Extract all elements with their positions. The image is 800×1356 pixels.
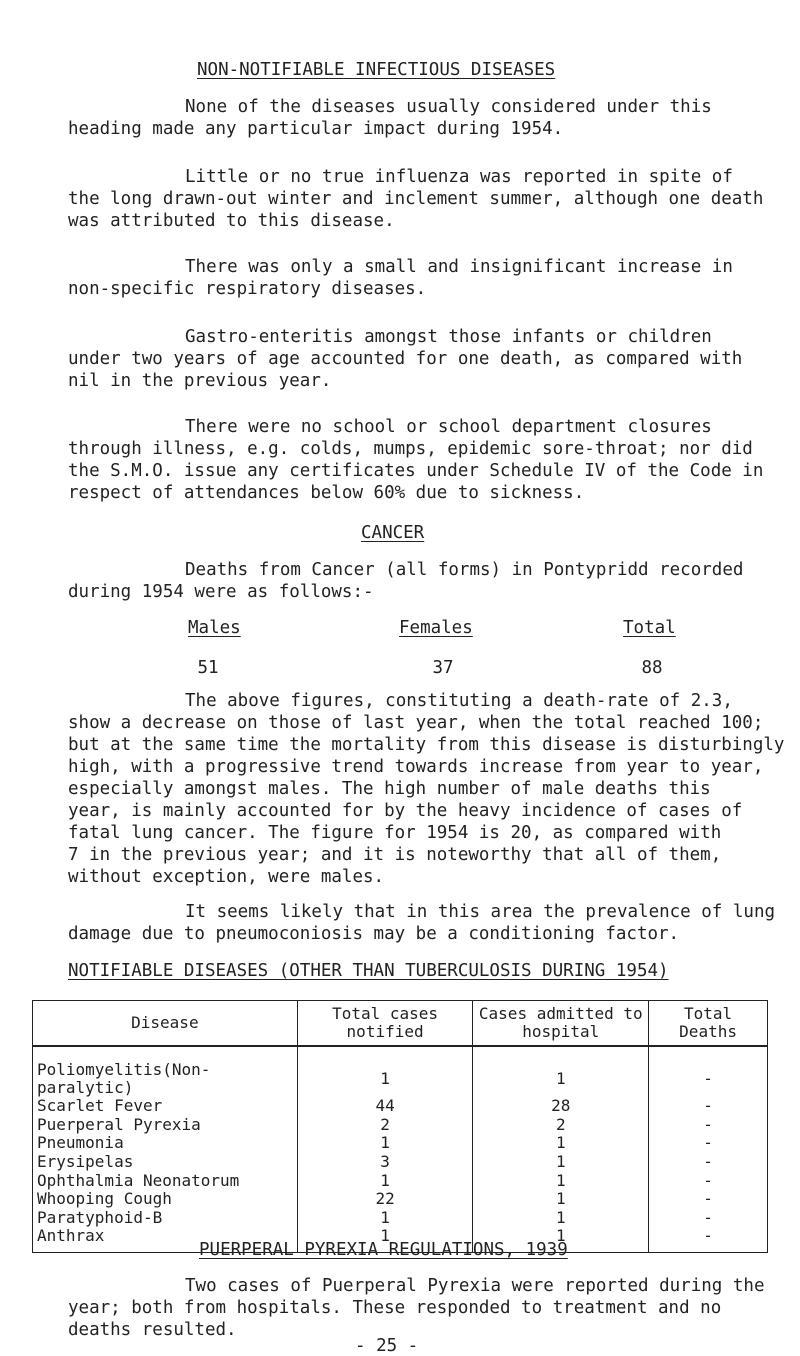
text-line: heading made any particular impact during 1954.	[68, 119, 564, 139]
text-line: the long drawn-out winter and inclement summer, although one death	[68, 189, 764, 209]
cell-disease: Pneumonia	[33, 1134, 298, 1153]
column-header-deaths: Total Deaths	[649, 1001, 768, 1047]
cell-deaths: -	[649, 1097, 768, 1116]
text-line: damage due to pneumoconiosis may be a conditioning factor.	[68, 924, 680, 944]
cell-disease: Poliomyelitis(Non-paralytic)	[33, 1046, 298, 1097]
paragraph-gastro-enteritis	[68, 327, 768, 393]
cell-hospital: 2	[473, 1116, 649, 1135]
text-line: nil in the previous year.	[68, 371, 332, 391]
table-header-row	[33, 1001, 768, 1047]
paragraph-none-of-the-diseases	[68, 97, 768, 141]
cell-notified: 2	[297, 1116, 473, 1135]
cancer-header-total: Total	[623, 618, 676, 638]
cancer-value-total: 88	[641, 658, 663, 678]
table-row	[33, 1046, 768, 1097]
cell-disease: Anthrax	[33, 1227, 298, 1252]
table-row	[33, 1134, 768, 1153]
table-body	[33, 1046, 768, 1252]
cell-hospital: 1	[473, 1227, 649, 1252]
text-line: high, with a progressive trend towards increase from year to year,	[68, 757, 764, 777]
text-line: It seems likely that in this area the prevalence of lung	[185, 902, 776, 922]
text-line: Little or no true influenza was reported in spite of	[185, 167, 733, 187]
text-line: the S.M.O. issue any certificates under Schedule IV of the Code in	[68, 461, 764, 481]
table-row	[33, 1209, 768, 1228]
cell-deaths: -	[649, 1153, 768, 1172]
cell-hospital: 1	[473, 1153, 649, 1172]
cell-hospital: 1	[473, 1171, 649, 1190]
heading-puerperal-pyrexia: PUERPERAL PYREXIA REGULATIONS, 1939	[199, 1240, 568, 1260]
text-line: year; both from hospitals. These responded to treatment and no	[68, 1298, 722, 1318]
text-line: without exception, were males.	[68, 867, 385, 887]
cell-deaths: -	[649, 1171, 768, 1190]
text-line: There were no school or school department closures	[185, 417, 712, 437]
paragraph-influenza	[68, 167, 768, 233]
cell-notified: 1	[297, 1171, 473, 1190]
paragraph-pneumoconiosis	[68, 902, 776, 946]
text-line: Two cases of Puerperal Pyrexia were reported during the	[185, 1276, 765, 1296]
text-line: during 1954 were as follows:-	[68, 582, 374, 602]
cell-notified: 1	[297, 1227, 473, 1252]
cell-deaths: -	[649, 1190, 768, 1209]
text-line: was attributed to this disease.	[68, 211, 395, 231]
cell-notified: 22	[297, 1190, 473, 1209]
cell-deaths: -	[649, 1134, 768, 1153]
paragraph-puerperal-cases	[68, 1276, 768, 1342]
cell-hospital: 1	[473, 1190, 649, 1209]
text-line: fatal lung cancer. The figure for 1954 is 20, as compared with	[68, 823, 722, 843]
text-line: Gastro-enteritis amongst those infants or children	[185, 327, 712, 347]
heading-cancer: CANCER	[361, 523, 425, 543]
cell-hospital: 1	[473, 1134, 649, 1153]
column-header-hospital: Cases admitted to hospital	[473, 1001, 649, 1047]
text-line: Deaths from Cancer (all forms) in Pontypridd recorded	[185, 560, 744, 580]
cell-notified: 3	[297, 1153, 473, 1172]
page-number: - 25 -	[355, 1336, 419, 1356]
paragraph-cancer-intro	[68, 560, 768, 604]
cell-deaths: -	[649, 1046, 768, 1097]
cell-hospital: 1	[473, 1209, 649, 1228]
text-line: under two years of age accounted for one death, as compared with	[68, 349, 743, 369]
cell-disease: Erysipelas	[33, 1153, 298, 1172]
table-row	[33, 1097, 768, 1116]
cell-notified: 1	[297, 1046, 473, 1097]
text-line: but at the same time the mortality from this disease is disturbingly	[68, 735, 785, 755]
table-row	[33, 1153, 768, 1172]
text-line: respect of attendances below 60% due to sickness.	[68, 483, 585, 503]
cell-disease: Puerperal Pyrexia	[33, 1116, 298, 1135]
table-row	[33, 1190, 768, 1209]
column-header-notified: Total cases notified	[297, 1001, 473, 1047]
table-row	[33, 1171, 768, 1190]
cancer-value-females: 37	[432, 658, 454, 678]
column-header-disease: Disease	[33, 1001, 298, 1047]
cell-notified: 1	[297, 1209, 473, 1228]
heading-notifiable-diseases: NOTIFIABLE DISEASES (OTHER THAN TUBERCULOSIS DURING 1954)	[68, 961, 669, 981]
cell-disease: Paratyphoid-B	[33, 1209, 298, 1228]
text-line: None of the diseases usually considered under this	[185, 97, 712, 117]
cell-disease: Whooping Cough	[33, 1190, 298, 1209]
cell-notified: 44	[297, 1097, 473, 1116]
cancer-header-males: Males	[188, 618, 241, 638]
cell-notified: 1	[297, 1134, 473, 1153]
paragraph-cancer-figures	[68, 691, 785, 889]
paragraph-school-closures	[68, 417, 768, 505]
cancer-value-males: 51	[197, 658, 219, 678]
cell-hospital: 1	[473, 1046, 649, 1097]
heading-non-notifiable: NON-NOTIFIABLE INFECTIOUS DISEASES	[197, 60, 556, 80]
text-line: The above figures, constituting a death-rate of 2.3,	[185, 691, 733, 711]
cell-disease: Scarlet Fever	[33, 1097, 298, 1116]
notifiable-diseases-table	[32, 1000, 768, 1253]
text-line: especially amongst males. The high number of male deaths this	[68, 779, 711, 799]
text-line: year, is mainly accounted for by the heavy incidence of cases of	[68, 801, 743, 821]
cell-hospital: 28	[473, 1097, 649, 1116]
cell-deaths: -	[649, 1227, 768, 1252]
text-line: through illness, e.g. colds, mumps, epidemic sore-throat; nor did	[68, 439, 753, 459]
table-row	[33, 1116, 768, 1135]
text-line: show a decrease on those of last year, when the total reached 100;	[68, 713, 764, 733]
paragraph-respiratory	[68, 257, 768, 301]
text-line: 7 in the previous year; and it is noteworthy that all of them,	[68, 845, 722, 865]
text-line: There was only a small and insignificant increase in	[185, 257, 733, 277]
cell-disease: Ophthalmia Neonatorum	[33, 1171, 298, 1190]
cell-deaths: -	[649, 1116, 768, 1135]
cancer-header-females: Females	[399, 618, 473, 638]
text-line: deaths resulted.	[68, 1320, 237, 1340]
text-line: non-specific respiratory diseases.	[68, 279, 427, 299]
cell-deaths: -	[649, 1209, 768, 1228]
